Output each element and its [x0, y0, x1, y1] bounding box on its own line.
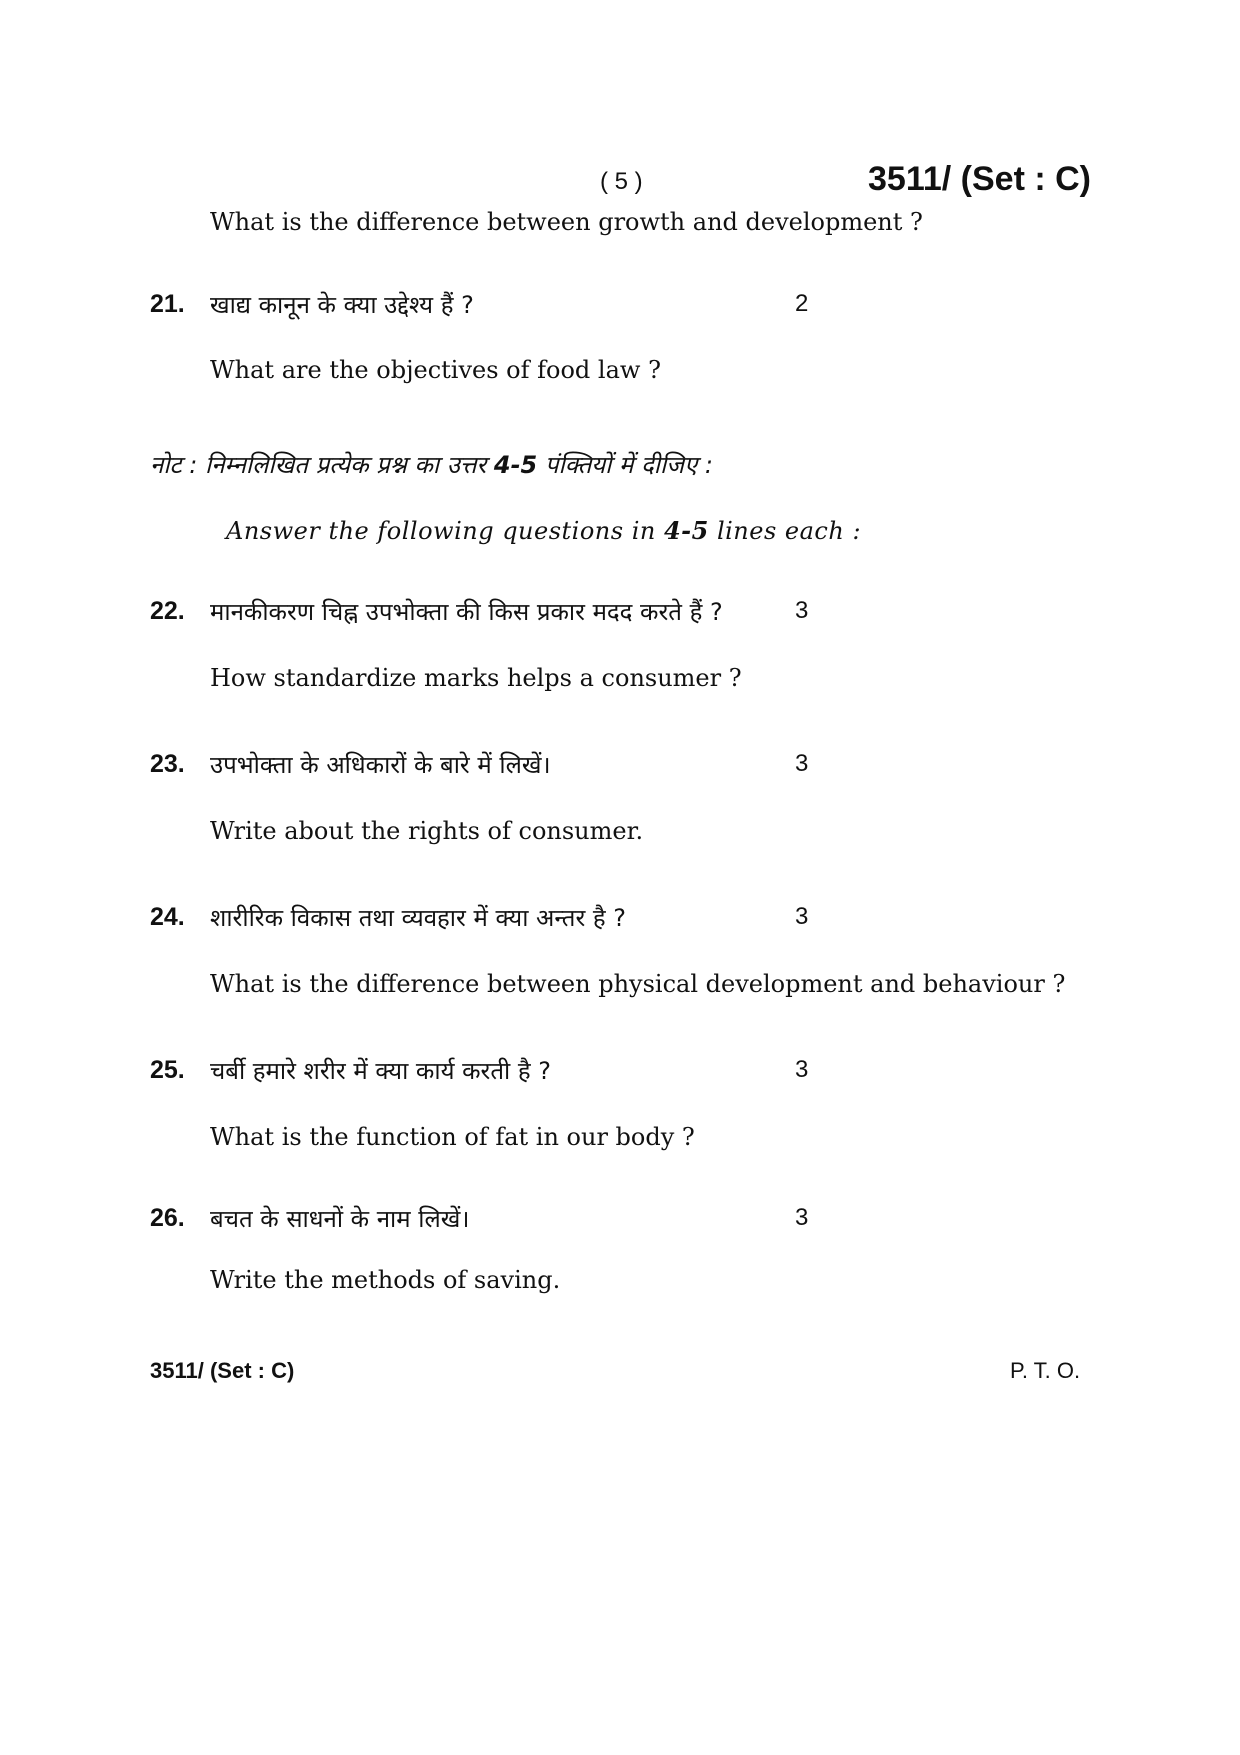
- question-hindi: शारीरिक विकास तथा व्यवहार में क्या अन्तर है ?: [210, 904, 627, 932]
- instruction-hindi-prefix: नोट : निम्नलिखित प्रत्येक प्रश्न का उत्तर: [150, 451, 494, 479]
- question-english: Write about the rights of consumer.: [210, 817, 644, 845]
- question-number: 24.: [150, 903, 185, 931]
- question-hindi: उपभोक्ता के अधिकारों के बारे में लिखें।: [210, 751, 551, 779]
- question-marks: 3: [795, 1204, 809, 1231]
- instruction-english-suffix: lines each :: [708, 517, 862, 545]
- question-hindi: मानकीकरण चिह्न उपभोक्ता की किस प्रकार मदद करते हैं ?: [210, 598, 723, 626]
- question-english: What is the function of fat in our body ?: [210, 1123, 695, 1151]
- carryover-question-english: What is the difference between growth and development ?: [210, 208, 923, 236]
- question-hindi: खाद्य कानून के क्या उद्देश्य हैं ?: [210, 291, 474, 319]
- question-number: 22.: [150, 597, 185, 625]
- question-number: 26.: [150, 1204, 185, 1232]
- page-number: ( 5 ): [600, 168, 643, 195]
- paper-code-footer: 3511/ (Set : C): [150, 1358, 295, 1383]
- please-turn-over: P. T. O.: [1010, 1358, 1081, 1383]
- question-marks: 3: [795, 1056, 809, 1083]
- question-english: Write the methods of saving.: [210, 1266, 561, 1294]
- question-number: 21.: [150, 290, 185, 318]
- instruction-english: [226, 516, 861, 545]
- question-hindi: चर्बी हमारे शरीर में क्या कार्य करती है ?: [210, 1057, 552, 1085]
- instruction-english-prefix: Answer the following questions in: [226, 517, 664, 545]
- question-marks: 3: [795, 903, 809, 930]
- question-number: 23.: [150, 750, 185, 778]
- question-marks: 2: [795, 290, 809, 317]
- instruction-hindi-lines: 4-5: [493, 451, 538, 479]
- paper-code-header: 3511/ (Set : C): [868, 160, 1091, 198]
- question-marks: 3: [795, 597, 809, 624]
- question-marks: 3: [795, 750, 809, 777]
- question-english: What is the difference between physical development and behaviour ?: [210, 970, 1066, 998]
- instruction-english-lines: 4-5: [663, 516, 709, 545]
- instruction-hindi: [150, 448, 713, 481]
- question-number: 25.: [150, 1056, 185, 1084]
- question-english: What are the objectives of food law ?: [210, 356, 661, 384]
- question-hindi: बचत के साधनों के नाम लिखें।: [210, 1205, 470, 1233]
- question-english: How standardize marks helps a consumer ?: [210, 664, 742, 692]
- instruction-hindi-suffix: पंक्तियों में दीजिए :: [537, 451, 713, 479]
